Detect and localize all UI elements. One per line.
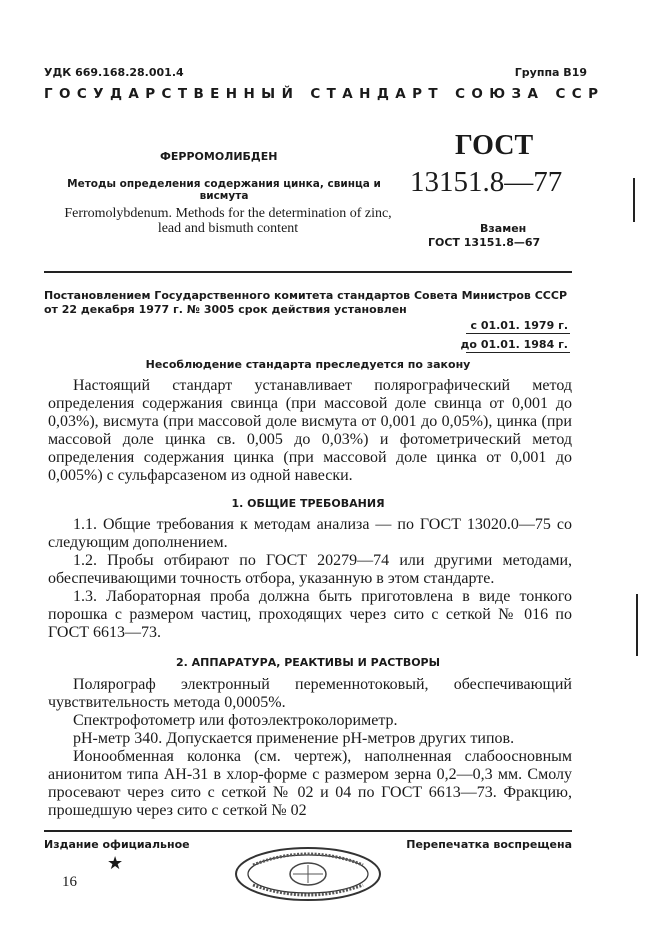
library-stamp xyxy=(233,845,383,903)
valid-from: с 01.01. 1979 г. xyxy=(470,319,568,332)
equipment-spectrophotometer: Спектрофотометр или фотоэлектроколориметр. xyxy=(73,712,398,729)
equipment-ion-column: Ионообменная колонка (см. чертеж), наполненная слабоосновным анионитом типа АН-31 в хлор-форме с размером зерна 0,2—0,3 мм. Смолу просевают через сито с сеткой № 02 и 04 по ГОСТ 6613—73. Фракцию, прошедшую через сито с сеткой № 02 xyxy=(48,748,572,819)
valid-to-underline xyxy=(466,352,570,353)
violation-notice: Несоблюдение стандарта преследуется по закону xyxy=(145,358,471,371)
valid-to: до 01.01. 1984 г. xyxy=(460,338,568,351)
header-divider xyxy=(44,271,572,273)
methods-title-en: Ferromolybdenum. Methods for the determination of zinc, lead and bismuth content xyxy=(64,206,392,236)
standard-heading: ГОСУДАРСТВЕННЫЙ СТАНДАРТ СОЮЗА ССР xyxy=(44,86,605,102)
stamp-icon xyxy=(233,845,383,903)
page-number: 16 xyxy=(62,874,77,890)
clause-1-2: 1.2. Пробы отбирают по ГОСТ 20279—74 или другими методами, обеспечивающими точность отбора, указанную в этом стандарте. xyxy=(48,552,572,587)
product-title: ФЕРРОМОЛИБДЕН xyxy=(160,150,278,163)
gost-number: 13151.8—77 xyxy=(410,166,563,198)
gost-label: ГОСТ xyxy=(455,130,534,161)
replaces-label: Взамен xyxy=(480,222,527,235)
intro-text: Настоящий стандарт устанавливает полярографический метод определения содержания свинца (при массовой доле свинца от 0,001 до 0,03%), висмута (при массовой доле висмута от 0,001 до 0,05%), цинка (при массовой доле цинка св. 0,005 до 0,03%) и фотометрический метод определения содержания цинка (при массовой доле цинка от 0,001 до 0,005%) с сульфарсазеном из одной навески. xyxy=(48,377,572,484)
methods-title-ru: Методы определения содержания цинка, свинца и висмута xyxy=(67,178,381,202)
reprint-prohibited: Перепечатка воспрещена xyxy=(406,838,572,851)
clause-1-1: 1.1. Общие требования к методам анализа — по ГОСТ 13020.0—75 со следующим дополнением. xyxy=(48,516,572,551)
equipment-ph-meter: pH-метр 340. Допускается применение pH-метров других типов. xyxy=(73,730,515,747)
equipment-polarograph: Полярограф электронный переменнотоковый, обеспечивающий чувствительность метода 0,0005%. xyxy=(48,676,572,711)
margin-mark-top xyxy=(633,178,635,222)
official-edition: Издание официальное xyxy=(44,838,190,851)
group-code: Группа В19 xyxy=(514,66,587,79)
section-2-body xyxy=(48,676,572,820)
section-1-body xyxy=(48,516,572,642)
udk-code: УДК 669.168.28.001.4 xyxy=(44,66,184,79)
section-2-title: 2. АППАРАТУРА, РЕАКТИВЫ И РАСТВОРЫ xyxy=(175,656,441,669)
footer-divider xyxy=(44,830,572,832)
margin-mark-middle xyxy=(636,594,638,656)
decree-text: Постановлением Государственного комитета стандартов Совета Министров СССР от 22 декабря 1977 г. № 3005 срок действия установлен xyxy=(44,289,567,316)
intro-paragraph xyxy=(48,377,572,485)
clause-1-3: 1.3. Лабораторная проба должна быть приготовлена в виде тонкого порошка с размером частиц, проходящих через сито с сеткой № 016 по ГОСТ 6613—73. xyxy=(48,588,572,641)
section-1-title: 1. ОБЩИЕ ТРЕБОВАНИЯ xyxy=(231,497,385,510)
replaces-standard: ГОСТ 13151.8—67 xyxy=(428,236,541,249)
valid-from-underline xyxy=(466,333,570,334)
star-icon: ★ xyxy=(107,853,124,873)
